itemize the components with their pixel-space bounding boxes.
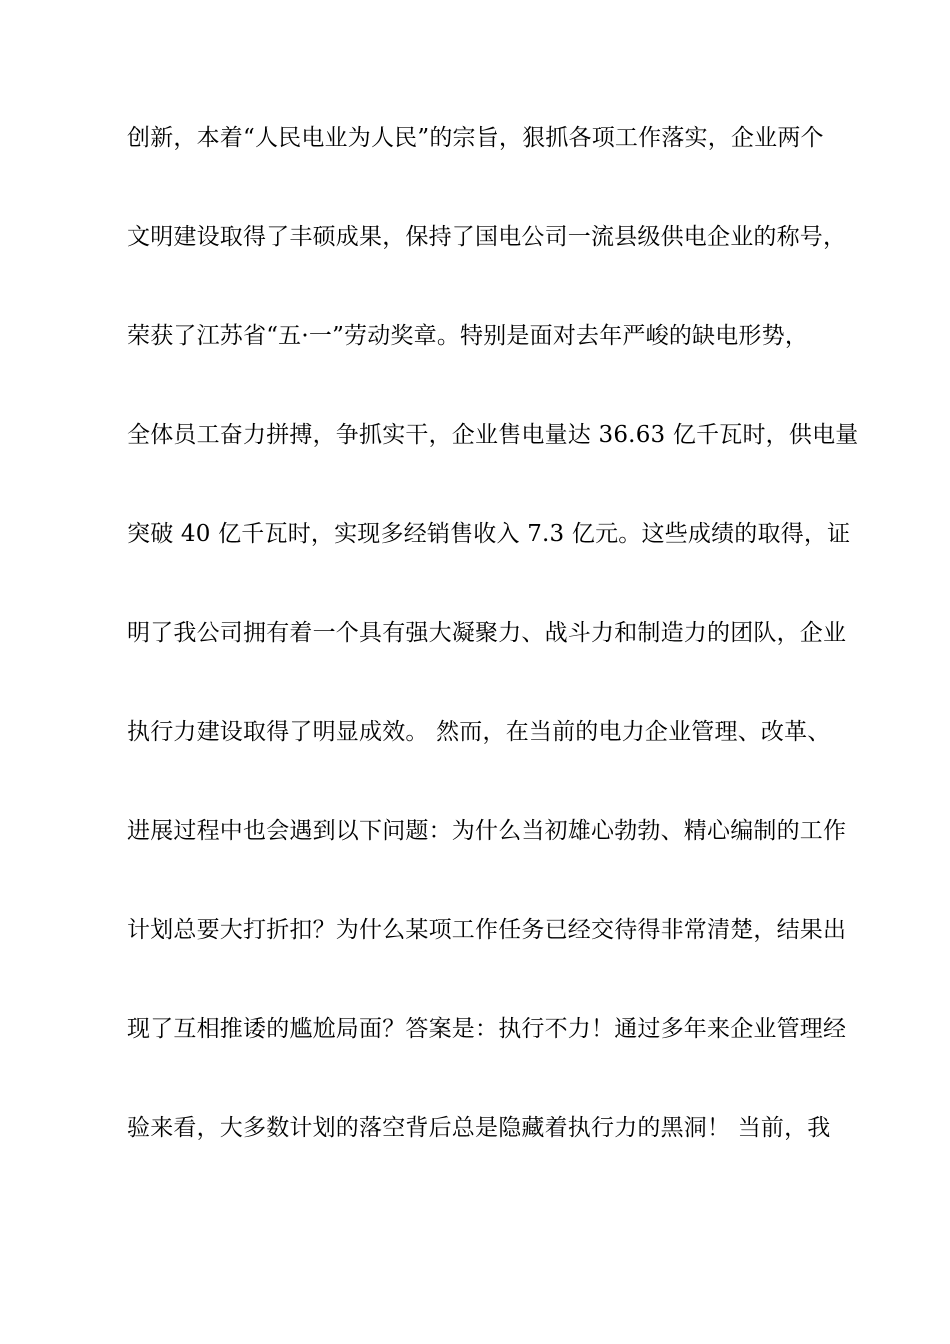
- text-line: 计划总要大打折扣？为什么某项工作任务已经交待得非常清楚，结果出: [127, 917, 847, 943]
- text-line: 创新，本着“人民电业为人民”的宗旨，狠抓各项工作落实，企业两个: [127, 125, 824, 151]
- text-line: 文明建设取得了丰硕成果，保持了国电公司一流县级供电企业的称号，: [127, 224, 847, 250]
- text-line: 验来看，大多数计划的落空背后总是隐藏着执行力的黑洞！ 当前，我: [127, 1115, 831, 1141]
- text-line: 现了互相推诿的尴尬局面？答案是：执行不力！通过多年来企业管理经: [127, 1016, 847, 1042]
- text-line: 明了我公司拥有着一个具有强大凝聚力、战斗力和制造力的团队，企业: [127, 620, 847, 646]
- text-line: 全体员工奋力拼搏，争抓实干，企业售电量达 36.63 亿千瓦时，供电量: [127, 422, 859, 448]
- text-line: 荣获了江苏省“五·一”劳动奖章。特别是面对去年严峻的缺电形势，: [127, 323, 809, 349]
- text-line: 进展过程中也会遇到以下问题：为什么当初雄心勃勃、精心编制的工作: [127, 818, 847, 844]
- body-paragraph: [127, 118, 859, 1207]
- text-line: 突破 40 亿千瓦时，实现多经销售收入 7.3 亿元。这些成绩的取得，证: [127, 521, 851, 547]
- text-line: 执行力建设取得了明显成效。 然而，在当前的电力企业管理、改革、: [127, 719, 831, 745]
